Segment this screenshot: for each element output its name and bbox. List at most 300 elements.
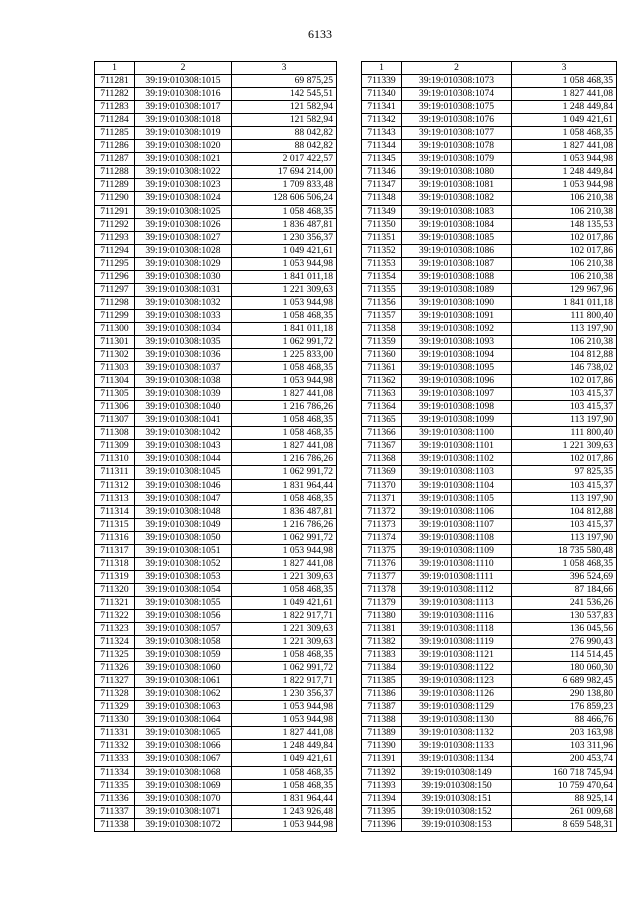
table-row xyxy=(95,218,337,231)
value-cell: 102 017,86 xyxy=(512,244,617,257)
cadastral-number-cell: 39:19:010308:1107 xyxy=(402,518,512,531)
value-cell: 8 659 548,31 xyxy=(512,818,617,831)
value-cell: 1 831 964,44 xyxy=(232,792,337,805)
value-cell: 1 822 917,71 xyxy=(232,609,337,622)
row-number-cell: 711333 xyxy=(95,753,135,766)
cadastral-number-cell: 39:19:010308:1056 xyxy=(135,609,232,622)
row-number-cell: 711345 xyxy=(362,153,402,166)
table-row xyxy=(95,792,337,805)
table-row xyxy=(95,727,337,740)
cadastral-number-cell: 39:19:010308:1105 xyxy=(402,492,512,505)
value-cell: 106 210,38 xyxy=(512,335,617,348)
value-cell: 1 062 991,72 xyxy=(232,531,337,544)
row-number-cell: 711381 xyxy=(362,623,402,636)
table-row xyxy=(95,75,337,88)
value-cell: 17 694 214,00 xyxy=(232,166,337,179)
row-number-cell: 711378 xyxy=(362,583,402,596)
row-number-cell: 711295 xyxy=(95,257,135,270)
cadastral-number-cell: 39:19:010308:1069 xyxy=(135,779,232,792)
row-number-cell: 711326 xyxy=(95,662,135,675)
row-number-cell: 711299 xyxy=(95,309,135,322)
cadastral-number-cell: 39:19:010308:1070 xyxy=(135,792,232,805)
row-number-cell: 711288 xyxy=(95,166,135,179)
cadastral-number-cell: 39:19:010308:1026 xyxy=(135,218,232,231)
table-row xyxy=(95,244,337,257)
cadastral-number-cell: 39:19:010308:1064 xyxy=(135,714,232,727)
value-cell: 1 827 441,08 xyxy=(232,440,337,453)
value-cell: 1 827 441,08 xyxy=(232,557,337,570)
cadastral-number-cell: 39:19:010308:152 xyxy=(402,805,512,818)
table-row xyxy=(362,636,617,649)
cadastral-number-cell: 39:19:010308:1041 xyxy=(135,414,232,427)
cadastral-number-cell: 39:19:010308:1047 xyxy=(135,492,232,505)
value-cell: 1 827 441,08 xyxy=(512,88,617,101)
table-body-right xyxy=(362,62,617,832)
table-row xyxy=(362,257,617,270)
cadastral-number-cell: 39:19:010308:1130 xyxy=(402,714,512,727)
table-row xyxy=(362,792,617,805)
table-row xyxy=(362,322,617,335)
cadastral-number-cell: 39:19:010308:1054 xyxy=(135,583,232,596)
cadastral-number-cell: 39:19:010308:1019 xyxy=(135,127,232,140)
cadastral-number-cell: 39:19:010308:1101 xyxy=(402,440,512,453)
value-cell: 1 058 468,35 xyxy=(512,75,617,88)
value-cell: 103 415,37 xyxy=(512,518,617,531)
row-number-cell: 711334 xyxy=(95,766,135,779)
cadastral-number-cell: 39:19:010308:1062 xyxy=(135,688,232,701)
value-cell: 2 017 422,57 xyxy=(232,153,337,166)
value-cell: 1 827 441,08 xyxy=(232,727,337,740)
table-row xyxy=(362,544,617,557)
row-number-cell: 711376 xyxy=(362,557,402,570)
value-cell: 176 859,23 xyxy=(512,701,617,714)
value-cell: 1 216 786,26 xyxy=(232,401,337,414)
value-cell: 1 049 421,61 xyxy=(232,753,337,766)
table-row xyxy=(95,231,337,244)
table-row xyxy=(95,518,337,531)
cadastral-number-cell: 39:19:010308:1111 xyxy=(402,570,512,583)
table-row xyxy=(362,127,617,140)
value-cell: 1 221 309,63 xyxy=(232,623,337,636)
row-number-cell: 711322 xyxy=(95,609,135,622)
cadastral-number-cell: 39:19:010308:1060 xyxy=(135,662,232,675)
value-cell: 1 053 944,98 xyxy=(232,296,337,309)
cadastral-number-cell: 39:19:010308:1075 xyxy=(402,101,512,114)
value-cell: 106 210,38 xyxy=(512,270,617,283)
table-row xyxy=(362,388,617,401)
row-number-cell: 711364 xyxy=(362,401,402,414)
table-row xyxy=(362,505,617,518)
row-number-cell: 711346 xyxy=(362,166,402,179)
table-row xyxy=(362,427,617,440)
value-cell: 88 466,76 xyxy=(512,714,617,727)
table-row xyxy=(362,153,617,166)
value-cell: 103 415,37 xyxy=(512,388,617,401)
value-cell: 106 210,38 xyxy=(512,257,617,270)
row-number-cell: 711354 xyxy=(362,270,402,283)
row-number-cell: 711338 xyxy=(95,818,135,831)
row-number-cell: 711308 xyxy=(95,427,135,440)
table-row xyxy=(362,623,617,636)
table-row xyxy=(362,166,617,179)
row-number-cell: 711341 xyxy=(362,101,402,114)
row-number-cell: 711350 xyxy=(362,218,402,231)
cadastral-number-cell: 39:19:010308:151 xyxy=(402,792,512,805)
cadastral-number-cell: 39:19:010308:1034 xyxy=(135,322,232,335)
row-number-cell: 711329 xyxy=(95,701,135,714)
value-cell: 1 053 944,98 xyxy=(232,544,337,557)
column-header-1: 1 xyxy=(95,62,135,75)
row-number-cell: 711362 xyxy=(362,375,402,388)
table-row xyxy=(362,218,617,231)
cadastral-number-cell: 39:19:010308:1098 xyxy=(402,401,512,414)
row-number-cell: 711390 xyxy=(362,740,402,753)
table-row xyxy=(362,714,617,727)
table-row xyxy=(362,753,617,766)
value-cell: 130 537,83 xyxy=(512,609,617,622)
value-cell: 1 841 011,18 xyxy=(232,322,337,335)
row-number-cell: 711303 xyxy=(95,362,135,375)
table-row xyxy=(362,231,617,244)
value-cell: 146 738,02 xyxy=(512,362,617,375)
table-row xyxy=(95,205,337,218)
table-row xyxy=(95,179,337,192)
table-row xyxy=(362,75,617,88)
row-number-cell: 711313 xyxy=(95,492,135,505)
table-row xyxy=(95,479,337,492)
cadastral-number-cell: 39:19:010308:1043 xyxy=(135,440,232,453)
value-cell: 97 825,35 xyxy=(512,466,617,479)
value-cell: 1 243 926,48 xyxy=(232,805,337,818)
value-cell: 261 009,68 xyxy=(512,805,617,818)
table-row xyxy=(95,283,337,296)
table-row xyxy=(95,296,337,309)
value-cell: 1 053 944,98 xyxy=(512,179,617,192)
table-row xyxy=(95,662,337,675)
row-number-cell: 711315 xyxy=(95,518,135,531)
cadastral-number-cell: 39:19:010308:1038 xyxy=(135,375,232,388)
cadastral-number-cell: 39:19:010308:1096 xyxy=(402,375,512,388)
cadastral-number-cell: 39:19:010308:1080 xyxy=(402,166,512,179)
row-number-cell: 711335 xyxy=(95,779,135,792)
value-cell: 1 827 441,08 xyxy=(512,140,617,153)
table-row xyxy=(95,362,337,375)
row-number-cell: 711321 xyxy=(95,596,135,609)
value-cell: 69 875,25 xyxy=(232,75,337,88)
column-header-1: 1 xyxy=(362,62,402,75)
cadastral-number-cell: 39:19:010308:1076 xyxy=(402,114,512,127)
value-cell: 200 453,74 xyxy=(512,753,617,766)
table-header-row xyxy=(362,62,617,75)
cadastral-number-cell: 39:19:010308:1092 xyxy=(402,322,512,335)
table-row xyxy=(95,740,337,753)
row-number-cell: 711385 xyxy=(362,675,402,688)
cadastral-number-cell: 39:19:010308:1071 xyxy=(135,805,232,818)
table-row xyxy=(95,153,337,166)
value-cell: 290 138,80 xyxy=(512,688,617,701)
table-row xyxy=(362,557,617,570)
value-cell: 1 225 833,00 xyxy=(232,349,337,362)
row-number-cell: 711337 xyxy=(95,805,135,818)
value-cell: 129 967,96 xyxy=(512,283,617,296)
value-cell: 1 053 944,98 xyxy=(232,701,337,714)
cadastral-number-cell: 39:19:010308:1033 xyxy=(135,309,232,322)
value-cell: 1 058 468,35 xyxy=(232,414,337,427)
value-cell: 160 718 745,94 xyxy=(512,766,617,779)
table-row xyxy=(362,492,617,505)
cadastral-table-left xyxy=(94,61,337,832)
row-number-cell: 711372 xyxy=(362,505,402,518)
table-row xyxy=(362,518,617,531)
row-number-cell: 711284 xyxy=(95,114,135,127)
row-number-cell: 711343 xyxy=(362,127,402,140)
value-cell: 1 049 421,61 xyxy=(512,114,617,127)
value-cell: 103 415,37 xyxy=(512,401,617,414)
table-body-left xyxy=(95,62,337,832)
value-cell: 1 053 944,98 xyxy=(232,257,337,270)
column-header-2: 2 xyxy=(402,62,512,75)
value-cell: 1 062 991,72 xyxy=(232,466,337,479)
cadastral-number-cell: 39:19:010308:1103 xyxy=(402,466,512,479)
value-cell: 1 230 356,37 xyxy=(232,231,337,244)
row-number-cell: 711305 xyxy=(95,388,135,401)
cadastral-number-cell: 39:19:010308:1084 xyxy=(402,218,512,231)
cadastral-number-cell: 39:19:010308:1108 xyxy=(402,531,512,544)
row-number-cell: 711301 xyxy=(95,335,135,348)
table-row xyxy=(95,466,337,479)
table-row xyxy=(362,466,617,479)
row-number-cell: 711396 xyxy=(362,818,402,831)
table-row xyxy=(95,192,337,205)
value-cell: 113 197,90 xyxy=(512,531,617,544)
row-number-cell: 711293 xyxy=(95,231,135,244)
row-number-cell: 711316 xyxy=(95,531,135,544)
table-row xyxy=(95,453,337,466)
row-number-cell: 711352 xyxy=(362,244,402,257)
row-number-cell: 711340 xyxy=(362,88,402,101)
cadastral-number-cell: 39:19:010308:153 xyxy=(402,818,512,831)
cadastral-number-cell: 39:19:010308:1065 xyxy=(135,727,232,740)
row-number-cell: 711380 xyxy=(362,609,402,622)
cadastral-number-cell: 39:19:010308:1021 xyxy=(135,153,232,166)
value-cell: 1 058 468,35 xyxy=(232,309,337,322)
table-row xyxy=(362,662,617,675)
cadastral-number-cell: 39:19:010308:1016 xyxy=(135,88,232,101)
value-cell: 1 248 449,84 xyxy=(512,101,617,114)
cadastral-number-cell: 39:19:010308:1119 xyxy=(402,636,512,649)
value-cell: 104 812,88 xyxy=(512,349,617,362)
cadastral-number-cell: 39:19:010308:1100 xyxy=(402,427,512,440)
cadastral-number-cell: 39:19:010308:1051 xyxy=(135,544,232,557)
table-row xyxy=(362,570,617,583)
value-cell: 1 836 487,81 xyxy=(232,218,337,231)
table-row xyxy=(95,375,337,388)
cadastral-number-cell: 39:19:010308:1090 xyxy=(402,296,512,309)
row-number-cell: 711373 xyxy=(362,518,402,531)
table-row xyxy=(95,349,337,362)
cadastral-number-cell: 39:19:010308:1134 xyxy=(402,753,512,766)
cadastral-number-cell: 39:19:010308:1081 xyxy=(402,179,512,192)
cadastral-number-cell: 39:19:010308:1055 xyxy=(135,596,232,609)
cadastral-number-cell: 39:19:010308:1024 xyxy=(135,192,232,205)
row-number-cell: 711300 xyxy=(95,322,135,335)
table-row xyxy=(362,583,617,596)
cadastral-number-cell: 39:19:010308:1109 xyxy=(402,544,512,557)
cadastral-number-cell: 39:19:010308:1082 xyxy=(402,192,512,205)
cadastral-number-cell: 39:19:010308:1083 xyxy=(402,205,512,218)
row-number-cell: 711387 xyxy=(362,701,402,714)
row-number-cell: 711332 xyxy=(95,740,135,753)
table-row xyxy=(362,140,617,153)
cadastral-number-cell: 39:19:010308:1102 xyxy=(402,453,512,466)
cadastral-number-cell: 39:19:010308:1104 xyxy=(402,479,512,492)
table-row xyxy=(95,609,337,622)
row-number-cell: 711336 xyxy=(95,792,135,805)
value-cell: 1 053 944,98 xyxy=(232,714,337,727)
row-number-cell: 711383 xyxy=(362,649,402,662)
cadastral-number-cell: 39:19:010308:1110 xyxy=(402,557,512,570)
cadastral-number-cell: 39:19:010308:1073 xyxy=(402,75,512,88)
table-header-row xyxy=(95,62,337,75)
table-row xyxy=(362,362,617,375)
value-cell: 103 311,96 xyxy=(512,740,617,753)
row-number-cell: 711290 xyxy=(95,192,135,205)
row-number-cell: 711395 xyxy=(362,805,402,818)
table-row xyxy=(362,818,617,831)
value-cell: 113 197,90 xyxy=(512,414,617,427)
value-cell: 88 042,82 xyxy=(232,140,337,153)
row-number-cell: 711365 xyxy=(362,414,402,427)
value-cell: 102 017,86 xyxy=(512,375,617,388)
row-number-cell: 711394 xyxy=(362,792,402,805)
cadastral-number-cell: 39:19:010308:150 xyxy=(402,779,512,792)
cadastral-number-cell: 39:19:010308:1088 xyxy=(402,270,512,283)
cadastral-number-cell: 39:19:010308:1023 xyxy=(135,179,232,192)
table-row xyxy=(95,335,337,348)
row-number-cell: 711327 xyxy=(95,675,135,688)
value-cell: 10 759 470,64 xyxy=(512,779,617,792)
row-number-cell: 711368 xyxy=(362,453,402,466)
cadastral-number-cell: 39:19:010308:1079 xyxy=(402,153,512,166)
table-row xyxy=(95,505,337,518)
value-cell: 18 735 580,48 xyxy=(512,544,617,557)
table-row xyxy=(362,192,617,205)
value-cell: 1 836 487,81 xyxy=(232,505,337,518)
table-row xyxy=(362,440,617,453)
cadastral-number-cell: 39:19:010308:149 xyxy=(402,766,512,779)
value-cell: 103 415,37 xyxy=(512,479,617,492)
row-number-cell: 711347 xyxy=(362,179,402,192)
value-cell: 1 062 991,72 xyxy=(232,335,337,348)
value-cell: 104 812,88 xyxy=(512,505,617,518)
cadastral-number-cell: 39:19:010308:1085 xyxy=(402,231,512,244)
row-number-cell: 711298 xyxy=(95,296,135,309)
value-cell: 121 582,94 xyxy=(232,101,337,114)
row-number-cell: 711357 xyxy=(362,309,402,322)
row-number-cell: 711391 xyxy=(362,753,402,766)
cadastral-number-cell: 39:19:010308:1129 xyxy=(402,701,512,714)
value-cell: 113 197,90 xyxy=(512,492,617,505)
row-number-cell: 711282 xyxy=(95,88,135,101)
table-row xyxy=(95,401,337,414)
cadastral-number-cell: 39:19:010308:1017 xyxy=(135,101,232,114)
value-cell: 1 049 421,61 xyxy=(232,596,337,609)
table-row xyxy=(362,375,617,388)
row-number-cell: 711384 xyxy=(362,662,402,675)
table-row xyxy=(95,388,337,401)
value-cell: 114 514,45 xyxy=(512,649,617,662)
table-row xyxy=(362,401,617,414)
row-number-cell: 711349 xyxy=(362,205,402,218)
value-cell: 396 524,69 xyxy=(512,570,617,583)
table-row xyxy=(362,531,617,544)
row-number-cell: 711281 xyxy=(95,75,135,88)
value-cell: 136 045,56 xyxy=(512,623,617,636)
row-number-cell: 711342 xyxy=(362,114,402,127)
table-row xyxy=(362,114,617,127)
cadastral-number-cell: 39:19:010308:1086 xyxy=(402,244,512,257)
column-header-3: 3 xyxy=(232,62,337,75)
cadastral-number-cell: 39:19:010308:1106 xyxy=(402,505,512,518)
row-number-cell: 711286 xyxy=(95,140,135,153)
table-row xyxy=(362,596,617,609)
table-row xyxy=(362,88,617,101)
table-row xyxy=(95,101,337,114)
row-number-cell: 711312 xyxy=(95,479,135,492)
value-cell: 121 582,94 xyxy=(232,114,337,127)
row-number-cell: 711361 xyxy=(362,362,402,375)
row-number-cell: 711317 xyxy=(95,544,135,557)
table-row xyxy=(95,636,337,649)
row-number-cell: 711369 xyxy=(362,466,402,479)
value-cell: 1 058 468,35 xyxy=(232,583,337,596)
table-row xyxy=(362,649,617,662)
value-cell: 1 221 309,63 xyxy=(512,440,617,453)
table-row xyxy=(95,649,337,662)
table-row xyxy=(362,688,617,701)
table-row xyxy=(95,688,337,701)
value-cell: 148 135,53 xyxy=(512,218,617,231)
value-cell: 1 827 441,08 xyxy=(232,388,337,401)
row-number-cell: 711392 xyxy=(362,766,402,779)
value-cell: 142 545,51 xyxy=(232,88,337,101)
row-number-cell: 711375 xyxy=(362,544,402,557)
table-row xyxy=(362,805,617,818)
row-number-cell: 711325 xyxy=(95,649,135,662)
row-number-cell: 711309 xyxy=(95,440,135,453)
table-row xyxy=(362,296,617,309)
value-cell: 1 058 468,35 xyxy=(232,205,337,218)
row-number-cell: 711393 xyxy=(362,779,402,792)
table-row xyxy=(95,675,337,688)
cadastral-number-cell: 39:19:010308:1077 xyxy=(402,127,512,140)
table-row xyxy=(362,283,617,296)
table-row xyxy=(95,427,337,440)
cadastral-number-cell: 39:19:010308:1030 xyxy=(135,270,232,283)
table-row xyxy=(362,701,617,714)
value-cell: 1 058 468,35 xyxy=(232,779,337,792)
value-cell: 111 800,40 xyxy=(512,309,617,322)
value-cell: 1 058 468,35 xyxy=(232,649,337,662)
value-cell: 241 536,26 xyxy=(512,596,617,609)
value-cell: 128 606 506,24 xyxy=(232,192,337,205)
value-cell: 111 800,40 xyxy=(512,427,617,440)
value-cell: 102 017,86 xyxy=(512,453,617,466)
value-cell: 113 197,90 xyxy=(512,322,617,335)
table-row xyxy=(362,101,617,114)
cadastral-number-cell: 39:19:010308:1018 xyxy=(135,114,232,127)
value-cell: 1 221 309,63 xyxy=(232,570,337,583)
